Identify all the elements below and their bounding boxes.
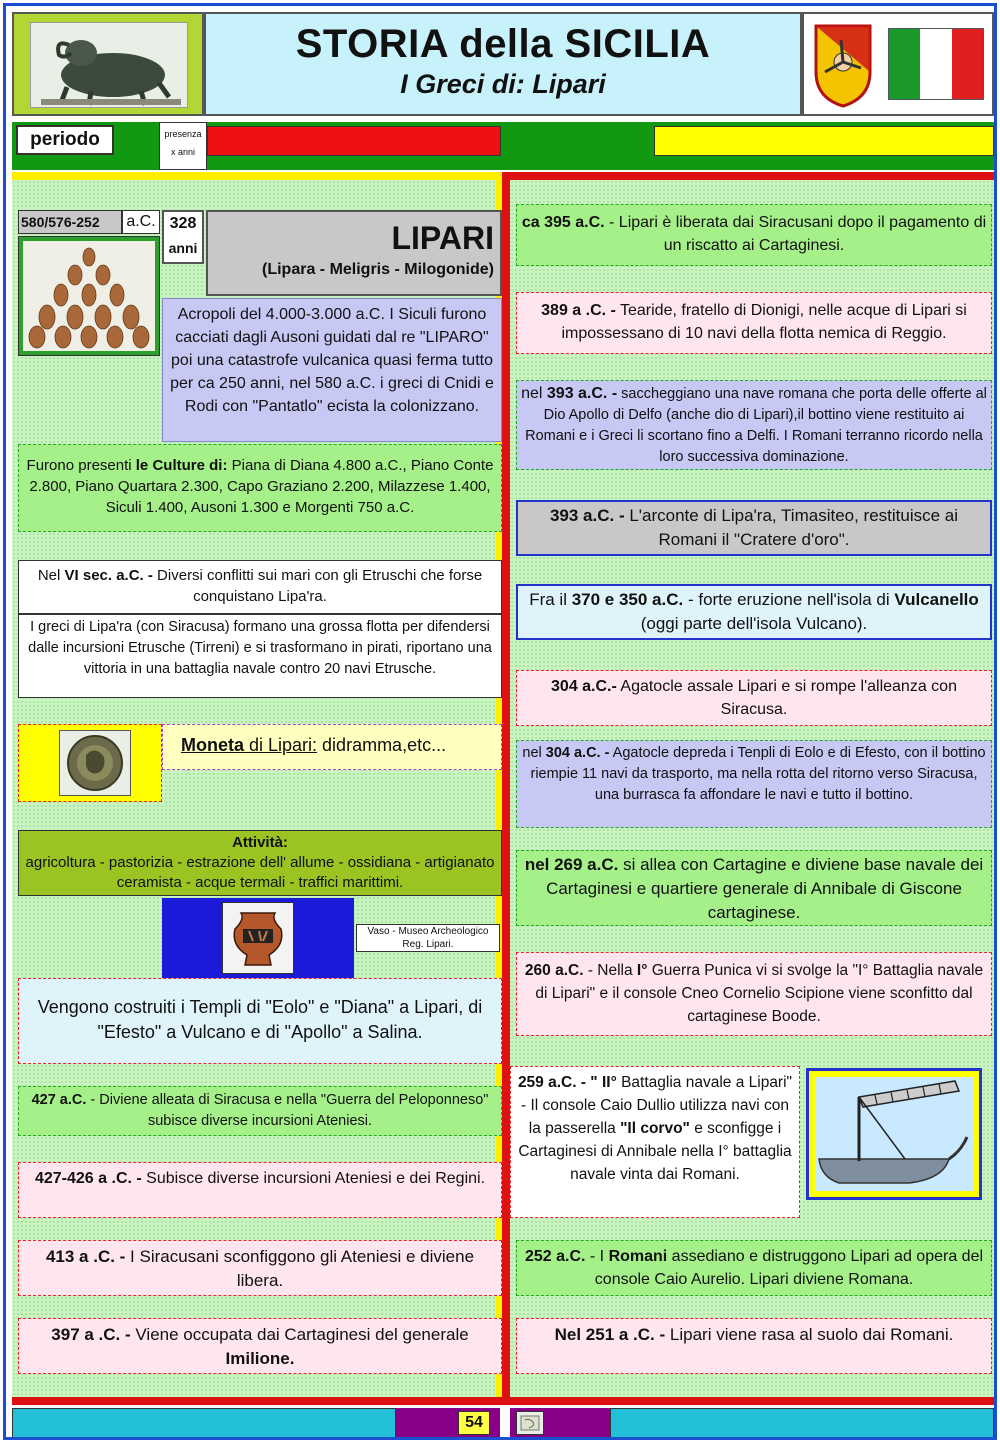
event-269-bold: nel 269 a.C. (524, 855, 619, 874)
amphorae-image (18, 236, 160, 356)
page (3, 3, 997, 1440)
event-426-bold: 427-426 a .C. - (34, 1170, 142, 1187)
mini-map-icon (516, 1411, 544, 1435)
event-395-text: - Lipari è liberata dai Siracusani dopo il pagamento di un riscatto ai Cartaginesi. (604, 214, 987, 254)
lipari-years-box (162, 210, 204, 264)
event-426-text: Subisce diverse incursioni Ateniesi e dei Regini. (141, 1170, 486, 1187)
header-emblems-panel (802, 12, 994, 116)
event-259-text2: e sconfigge i Cartaginesi di Annibale nella I° battaglia navale vinta dai Romani. (518, 1120, 792, 1183)
footer-bar-left (12, 1408, 396, 1438)
lipari-years-label: anni (168, 240, 198, 256)
event-260-text: - Nella (583, 962, 637, 979)
event-395-bold: ca 395 a.C. (521, 214, 605, 231)
vaso-panel (162, 898, 354, 978)
event-389-box (516, 292, 992, 354)
event-393a-box (516, 380, 992, 470)
timeline-yellow-bar (654, 126, 994, 156)
event-393b-box (516, 500, 992, 556)
event-413-box (18, 1240, 502, 1296)
event-252-text: - I (585, 1248, 609, 1265)
moneta-bold: Moneta (181, 735, 244, 755)
attivita-text: agricoltura - pastorizia - estrazione dell' allume - ossidiana - artigianato ceramista - acque termali - traffici marittimi. (25, 854, 495, 891)
event-393a-text: saccheggiano una nave romana che porta delle offerte al Dio Apollo di Delfo (anche dio di Lipari),il bottino viene restituito ai Romani e i Greci li scortano fino a Delfi. I Romani terranno ricordo nella loro successiva dominazione. (525, 386, 987, 465)
event-393a-prefix: nel (521, 385, 547, 402)
event-397-bold2: Imilione. (225, 1349, 295, 1368)
event-252-text2: assediano e distruggono Lipari ad opera del console Caio Aurelio. Lipari diviene Romana. (594, 1248, 984, 1288)
presenza-label (159, 122, 207, 170)
roman-ship-corvus-icon (815, 1077, 973, 1191)
event-252-bold: 252 a.C. (524, 1248, 586, 1265)
event-304b-bold: 304 a.C. - (545, 745, 610, 761)
left-top-stripe (12, 172, 496, 180)
acropoli-text: Acropoli del 4.000-3.000 a.C. I Siculi furono cacciati dagli Ausoni guidati dal re "LIPARO" poi una catastrofe vulcanica quasi ferma tutto per ca 250 anni, nel 580 a.C. i greci di Cnidi e Rodi con "Pantatlo" ecista la colonizzano. (162, 298, 502, 442)
italian-flag-icon (888, 28, 984, 100)
center-divider-red (502, 172, 510, 1404)
page-subtitle: I Greci di: Lipari (400, 69, 606, 99)
lipari-dates: 580/576-252 (18, 210, 122, 234)
event-393a-bold: 393 a.C. - (546, 385, 618, 402)
event-370-prefix: Fra il (529, 590, 572, 609)
lipari-years: 328 (169, 215, 197, 232)
event-304b-prefix: nel (522, 745, 546, 761)
periodo-row (12, 122, 994, 170)
page-title: STORIA della SICILIA (295, 22, 711, 66)
culture-text: Piana di Diana 4.800 a.C., Piano Conte 2.800, Piano Quartara 2.300, Capo Graziano 2.200, Milazzese 1.400, Siculi 1.400, Ausoni 1.300 e Morgenti 750 a.C. (29, 457, 494, 516)
flotta-box: I greci di Lipa'ra (con Siracusa) formano una grossa flotta per difendersi dalle incursioni Etrusche (Tirreni) e si trasformano in pirati, riportano una vittoria in una battaglia navale contro 20 navi Etrusche. (18, 614, 502, 698)
event-259-text: Battaglia navale a Lipari" - Il console Caio Dullio utilizza navi con la passerella (521, 1074, 793, 1137)
event-259-box (510, 1066, 800, 1218)
footer-bar-right (610, 1408, 994, 1438)
event-395-box (516, 204, 992, 266)
lipari-subtitle: (Lipara - Meligris - Milogonide) (262, 261, 494, 278)
event-393b-text: L'arconte di Lipa'ra, Timasiteo, restituisce ai Romani il "Cratere d'oro". (624, 506, 959, 549)
coin-image-icon (59, 730, 131, 796)
event-304a-bold: 304 a.C.- (551, 678, 617, 695)
vi-sec-prefix: Nel (37, 567, 65, 584)
right-top-stripe (510, 172, 994, 180)
event-260-bold2: I° (636, 962, 648, 979)
event-260-text2: Guerra Punica vi si svolge la "I° Battaglia navale di Lipari" e il console Cneo Cornelio Scipione viene sconfitto dal cartaginese Boode. (535, 962, 984, 1025)
presenza-line2: x anni (170, 147, 196, 157)
vi-sec-box (18, 560, 502, 614)
event-260-box (516, 952, 992, 1036)
event-260-bold: 260 a.C. (524, 962, 584, 979)
event-413-text: I Siracusani sconfiggono gli Ateniesi e diviene libera. (125, 1247, 475, 1290)
event-269-box (516, 850, 992, 926)
event-304b-box (516, 740, 992, 828)
event-370-text: - forte eruzione nell'isola di (683, 590, 895, 609)
event-304a-box (516, 670, 992, 726)
event-251-box (516, 1318, 992, 1374)
event-413-bold: 413 a .C. - (45, 1247, 126, 1266)
event-370-box (516, 584, 992, 640)
event-251-bold: Nel 251 a .C. - (554, 1325, 666, 1344)
event-389-bold: 389 a .C. - (541, 302, 616, 319)
event-397-bold: 397 a .C. - (51, 1325, 131, 1344)
left-column (12, 180, 496, 1404)
header-logo-panel (12, 12, 204, 116)
event-393b-bold: 393 a.C. - (549, 506, 625, 525)
event-304b-text: Agatocle depreda i Tenpli di Eolo e di Efesto, con il bottino riempie 11 navi da trasporto, ma nella rotta del ritorno verso Siracusa, una burrasca fa affondare le navi e tutto il bottino. (530, 745, 986, 803)
ram-statue-icon (30, 22, 188, 108)
page-number: 54 (458, 1411, 490, 1435)
timeline-red-bar (207, 126, 501, 156)
event-427-text: - Diviene alleata di Siracusa e nella "Guerra del Peloponneso" subisce diverse incursioni Ateniesi. (86, 1092, 489, 1129)
event-259-bold3: "Il corvo" (620, 1120, 690, 1137)
event-397-text: Viene occupata dai Cartaginesi del generale (130, 1325, 469, 1344)
event-426-box (18, 1162, 502, 1218)
ship-frame (806, 1068, 982, 1200)
right-column (510, 180, 994, 1404)
periodo-label: periodo (16, 125, 114, 155)
event-427-box (18, 1086, 502, 1136)
coin-frame (18, 724, 162, 802)
event-370-bold2: Vulcanello (894, 590, 979, 609)
moneta-rest: didramma,etc... (317, 735, 447, 755)
lipari-title: LIPARI (391, 220, 494, 256)
vaso-caption: Vaso - Museo Archeologico Reg. Lipari. (356, 924, 500, 952)
event-259-bold2: " II° (586, 1074, 622, 1091)
vi-sec-text: Diversi conflitti sui mari con gli Etruschi che forse conquistano Lipa'ra. (152, 567, 483, 605)
templi-box: Vengono costruiti i Templi di "Eolo" e "Diana" a Lipari, di "Efesto" a Vulcano e di "Apollo" a Salina. (18, 978, 502, 1064)
attivita-title: Attività: (232, 834, 288, 851)
moneta-box (162, 724, 502, 770)
event-389-text: Tearide, fratello di Dionigi, nelle acque di Lipari si impossessano di 10 navi della flotta nemica di Reggio. (561, 302, 967, 342)
lipari-title-box (206, 210, 502, 296)
event-252-bold2: Romani (608, 1248, 668, 1265)
event-252-box (516, 1240, 992, 1296)
attivita-box (18, 830, 502, 896)
vi-sec-bold: VI sec. a.C. - (64, 567, 153, 584)
culture-prefix: Furono presenti (26, 457, 136, 474)
moneta-mid: di Lipari: (244, 735, 318, 755)
event-259-bold: 259 a.C. - (517, 1074, 586, 1091)
header-title-panel (204, 12, 802, 116)
lipari-era: a.C. (122, 210, 160, 234)
presenza-line1: presenza (164, 129, 202, 139)
footer-red-stripe (12, 1397, 994, 1405)
culture-bold: le Culture di: (135, 457, 228, 474)
culture-box (18, 444, 502, 532)
event-397-box (18, 1318, 502, 1374)
vase-image-icon (222, 902, 294, 974)
event-427-bold: 427 a.C. (31, 1092, 87, 1108)
event-269-text: si allea con Cartagine e diviene base navale dei Cartaginesi e quartiere generale di Annibale di Giscone cartaginese. (546, 855, 984, 922)
event-370-bold: 370 e 350 a.C. (571, 590, 684, 609)
event-370-text2: (oggi parte dell'isola Vulcano). (640, 614, 868, 633)
sicily-crest-icon (812, 22, 874, 108)
event-251-text: Lipari viene rasa al suolo dai Romani. (665, 1325, 954, 1344)
event-304a-text: Agatocle assale Lipari e si rompe l'alleanza con Siracusa. (616, 678, 957, 718)
